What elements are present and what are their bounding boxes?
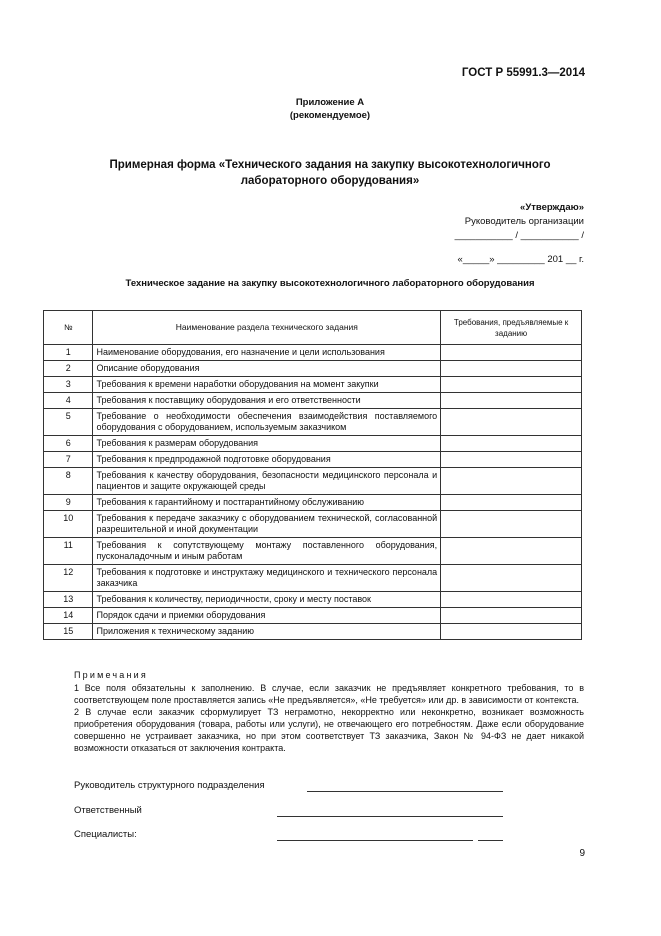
row-requirement-cell[interactable] [441,345,582,361]
form-title-line-1: Примерная форма «Технического задания на закупку высокотехнологичного [109,159,551,171]
table-row [44,361,582,377]
table-header-row [44,311,582,345]
row-requirement-cell[interactable] [441,409,582,436]
row-requirement-cell[interactable] [441,538,582,565]
table-row [44,345,582,361]
row-number: 7 [44,452,93,468]
row-section-name: Требования к количеству, периодичности, сроку и месту поставок [93,592,441,608]
signature-label-responsible: Ответственный [74,805,142,816]
table-row [44,409,582,436]
row-section-name: Требования к предпродажной подготовке оборудования [93,452,441,468]
approval-block [380,201,584,243]
row-requirement-cell[interactable] [441,592,582,608]
table-row [44,377,582,393]
form-title [90,157,570,189]
row-number: 12 [44,565,93,592]
row-section-name: Требование о необходимости обеспечения взаимодействия поставляемого оборудования с оборудованием, используемым заказчиком [93,409,441,436]
row-requirement-cell[interactable] [441,361,582,377]
table-row [44,393,582,409]
table-title: Техническое задание на закупку высокотехнологичного лабораторного оборудования [125,278,535,289]
header-number: № [44,311,93,345]
row-requirement-cell[interactable] [441,608,582,624]
row-section-name: Требования к передаче заказчику с оборудованием технической, согласованной разрешительной и иной документации [93,511,441,538]
signature-line-specialists[interactable] [277,840,473,841]
row-section-name: Требования к подготовке и инструктажу медицинского и технического персонала заказчика [93,565,441,592]
row-requirement-cell[interactable] [441,452,582,468]
row-number: 5 [44,409,93,436]
signature-line-specialists-short[interactable] [478,840,503,841]
appendix-subtitle: (рекомендуемое) [289,110,371,121]
row-requirement-cell[interactable] [441,393,582,409]
form-title-line-2: лабораторного оборудования» [240,175,420,187]
approval-head: Руководитель организации [464,216,584,227]
table-row [44,538,582,565]
signature-label-specialists: Специалисты: [74,829,137,840]
row-requirement-cell[interactable] [441,624,582,640]
approval-date-line: «_____» _________ 201 __ г. [457,254,584,265]
row-requirement-cell[interactable] [441,565,582,592]
approval-sign-line: ___________ / ___________ / [454,230,584,241]
note-1: 1 Все поля обязательны к заполнению. В случае, если заказчик не предъявляет конкретного требования, то в соответствующем поле проставляется запись «Не предъявляется», «Не требуется» или др. в зависимости от контекста. [74,683,584,705]
row-number: 10 [44,511,93,538]
header-section-name: Наименование раздела технического задания [93,311,441,345]
row-section-name: Приложения к техническому заданию [93,624,441,640]
appendix-title: Приложение А [295,97,365,108]
row-section-name: Наименование оборудования, его назначение и цели использования [93,345,441,361]
row-number: 13 [44,592,93,608]
row-section-name: Требования к гарантийному и постгарантийному обслуживанию [93,495,441,511]
row-requirement-cell[interactable] [441,468,582,495]
row-number: 3 [44,377,93,393]
row-section-name: Порядок сдачи и приемки оборудования [93,608,441,624]
notes-section [74,669,584,754]
page-number: 9 [579,848,585,859]
table-row [44,624,582,640]
row-requirement-cell[interactable] [441,511,582,538]
table-row [44,468,582,495]
row-number: 1 [44,345,93,361]
appendix-heading [200,96,460,122]
row-number: 4 [44,393,93,409]
table-row [44,436,582,452]
signature-line-responsible[interactable] [277,816,503,817]
row-number: 15 [44,624,93,640]
row-number: 6 [44,436,93,452]
table-row [44,608,582,624]
signature-line-head[interactable] [307,791,503,792]
row-section-name: Требования к времени наработки оборудования на момент закупки [93,377,441,393]
row-section-name: Требования к размерам оборудования [93,436,441,452]
table-row [44,452,582,468]
row-requirement-cell[interactable] [441,377,582,393]
row-number: 8 [44,468,93,495]
table-row [44,511,582,538]
row-number: 14 [44,608,93,624]
row-number: 11 [44,538,93,565]
row-number: 9 [44,495,93,511]
table-row [44,565,582,592]
signature-label-head: Руководитель структурного подразделения [74,780,265,791]
requirements-table [43,310,582,640]
row-requirement-cell[interactable] [441,436,582,452]
notes-heading: Примечания [74,670,148,680]
document-code: ГОСТ Р 55991.3—2014 [461,67,585,79]
row-section-name: Требования к сопутствующему монтажу поставленного оборудования, пусконаладочным и иным работам [93,538,441,565]
row-section-name: Требования к поставщику оборудования и его ответственности [93,393,441,409]
row-requirement-cell[interactable] [441,495,582,511]
row-section-name: Требования к качеству оборудования, безопасности медицинского персонала и пациентов и защите окружающей среды [93,468,441,495]
approval-label: «Утверждаю» [520,202,584,213]
table-row [44,495,582,511]
header-requirements: Требования, предъявляемые к заданию [441,311,582,345]
row-section-name: Описание оборудования [93,361,441,377]
note-2: 2 В случае если заказчик сформулирует ТЗ неграмотно, некорректно или неконкретно, возникает возможность приобретения оборудования (товара, работы или услуги), не отвечающего его потребностям. Даже если оборудование совершенно не устраивает заказчика, но при этом соответствует ТЗ заказчика, Закон № 94-ФЗ не дает никакой возможности отказаться от заключения контракта. [74,707,584,753]
row-number: 2 [44,361,93,377]
table-row [44,592,582,608]
